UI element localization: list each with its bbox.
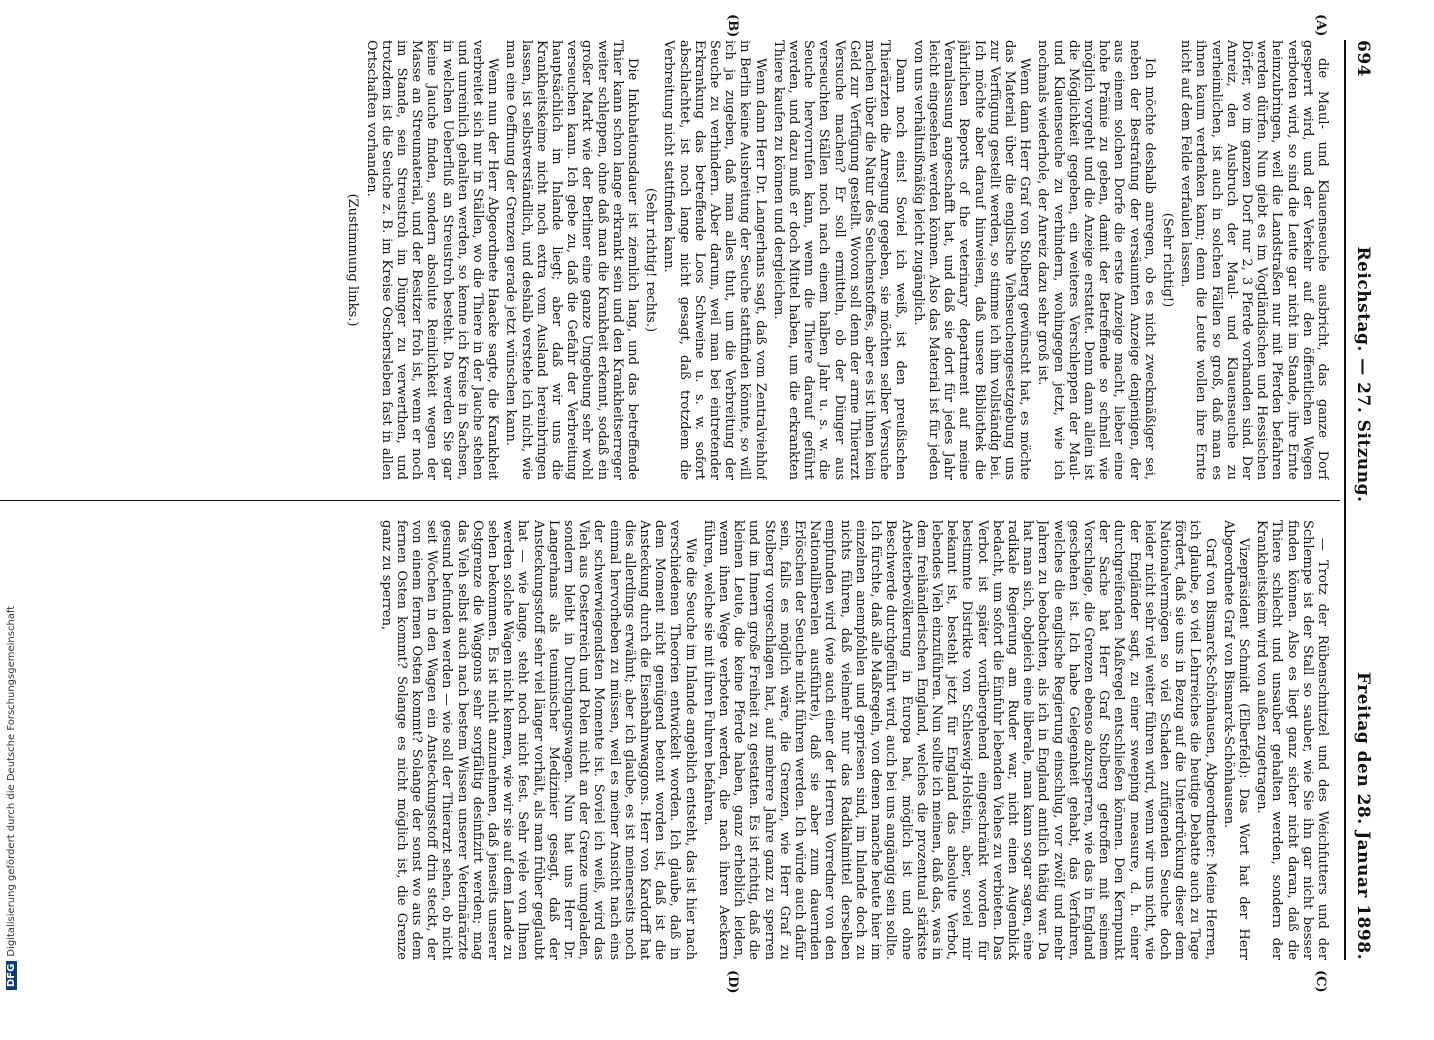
right-paragraph: Vizepräsident Schmidt (Elberfeld): Das Wort hat der Herr Abgeordnete Graf von Bismarck-Schönhausen. (1220, 520, 1251, 960)
left-paragraph: Wenn dann Herr Graf von Stolberg gewünscht hat, es möchte das Material über die englische Viehseuchengesetzgebung uns zur Verfügung gestellt werden, so stimme ich ihm vollständig bei. Ich möchte aber darauf hinweisen, daß unsere Bibliothek die jährlichen Reports of the veterinary department auf meine Veranlassung angeschafft hat, und daß sie dort für jedes Jahr leicht eingesehen werden können. Also das Material ist für jeden von uns verhältnißmäßig leicht zugänglich. (910, 40, 1033, 480)
left-paragraph: (Zustimmung links.) (345, 193, 361, 327)
left-paragraph: Wenn dann Herr Dr. Langerhans sagt, daß vom Zentralviehhof in Berlin keine Ausbreitung der Seuche stattfinden könnte, so will ich ja zugeben, daß man alles thut, um die Verbreitung der Seuche zu verhindern. Aber darum, weil man bei eintretender Erkrankung das betreffende Loos Schweine u. s. w. sofort abschlachtet, ist noch lange nicht gesagt, daß trotzdem die Verbreitung nicht stattfinden kann. (661, 40, 768, 480)
column-divider (0, 500, 1340, 501)
rotated-page (0, 14, 1380, 1040)
left-paragraph: Die Inkubationsdauer ist ziemlich lang, und das betreffende Thier kann schon lange erkrankt sein und den Krankheitserreger weiter schleppen, ohne daß man die Krankheit erkennt, sodaß ein großer Markt wie der Berliner eine ganze Umgebung sehr wohl verseuchen kann. Ich gebe zu, daß die Gefahr der Verbreitung hauptsächlich im Inlande liegt; aber daß wir uns die Krankheitskeime nicht noch extra vom Ausland hereinbringen lassen, ist selbstverständlich, und deshalb verstehe ich nicht, wie man eine Oeffnung der Grenzen gerade jetzt wünschen kann. (503, 40, 641, 480)
page-date: Freitag den 28. Januar 1898. (1353, 671, 1373, 960)
left-paragraph: (Sehr richtig!) (1159, 212, 1175, 308)
page-header (1346, 40, 1380, 960)
header-rule (1344, 40, 1346, 960)
left-paragraph: Dann noch eins! Soviel ich weiß, ist den preußischen Thierärzten die Anregung gegeben, sie möchten selber Versuche machen über die Natur des Seuchenstoffes, aber es ist ihnen kein Geld zur Verfügung gestellt. Wovon soll denn der arme Thierarzt Versuche machen? Er soll ermitteln, ob der Dünger aus verseuchten Ställen noch nach einem halben Jahr u. s. w. die Seuche hervorrufen kann, wenn die Thiere darauf geführt werden, und dazu muß er doch Mittel haben, um die erkrankten Thiere kaufen zu können und dergleichen. (770, 40, 908, 480)
page-title: Reichstag. — 27. Sitzung. (1353, 246, 1373, 503)
left-paragraph: Ich möchte deshalb anregen, ob es nicht zweckmäßiger sei, neben der Bestrafung der versäumten Anzeige denjenigen, der aus einem solchen Dorfe die erste Anzeige macht, lieber eine hohe Prämie zu geben, damit der Betreffende so schnell wie möglich vorgeht und die Anzeige erstattet. Denn dann allein ist die Möglichkeit gegeben, ein weiteres Verschleppen der Maul- und Klauenseuche zu verhindern, wohingegen jetzt, wie ich nochmals wiederhole, der Anreiz dazu sehr groß ist. (1035, 40, 1157, 480)
left-paragraph: (Sehr richtig! rechts.) (643, 187, 659, 333)
marker-b: (B) (725, 14, 740, 38)
right-paragraph: — Trotz der Rübenschnitzel und des Weichfutters und der Schlempe ist der Stall so sauber, wie Sie ihn gar nicht besser finden können. Also es liegt ganz sicher nicht daran, daß die Thiere schlecht und unsauber gehalten werden, sondern der Krankheitskeim wird von außen zugetragen. (1254, 520, 1330, 960)
marker-c: (C) (1313, 970, 1328, 993)
left-column (0, 40, 1330, 480)
right-paragraph: Wie die Seuche im Inlande angeblich entsteht, das ist hier nach verschiedenen Theorien entwickelt worden. Ich glaube, daß in dem Moment nicht genügend betont worden ist, daß ist die Ansteckung durch die Eisenbahnwaggons. Herr von Kardorff hat dies allerdings erwähnt; aber ich glaube, es ist meinerseits noch einmal hervorheben zu müssen, weil es meiner Ansicht nach eins der schwerwiegendsten Momente ist. Soviel ich weiß, wird das Vieh aus Oesterreich und Polen nicht an der Grenze umgeladen, sondern bleibt in Durchgangswagen. Nun hat uns Herr Dr. Langerhans als teuninischer Medizinier gesagt, daß der Ansteckungsstoff sehr viel länger vorhält, als man früher geglaubt hat — wie lange, steht noch nicht fest. Sehr viele von Ihnen werden solche Wagen nicht kennen, wie wir sie auf dem Lande zu sehen bekommen. Es ist nicht anzunehmen, daß jenseits unserer Ostgrenze die Waggons sehr sorgfältig desinfizirt werden; mag das Vieh selbst auch nach bestem Wissen unserer Veterinärärzte gesund befunden werden — wie soll der Thierarzt sehen, ob nicht seit Wochen in den Wagen ein Ansteckungsstoff drin steckt, der von einem fernen Osten kommt? Solange der sonst wo aus dem fernen Osten kommt? Solange es nicht möglich ist, die Grenze ganz zu sperren, (378, 520, 698, 960)
digitization-footer (6, 606, 17, 990)
marker-d: (D) (725, 970, 740, 994)
right-column (0, 520, 1330, 960)
marker-a: (A) (1313, 14, 1328, 37)
left-paragraph: Wenn nun der Herr Abgeordnete Haacke sagte, die Krankheit verbreitet sich nur in Ställen, wo die Thiere in der Jauche stehen und unreinlich gehalten werden, so kenne ich Kreise in Sachsen, in welchen Ueberfluß an Streustroh besteht. Da werden Sie gar keine Jauche finden, sondern absolute Reinlichkeit wegen der Masse an Streumaterial, und der Besitzer froh ist, wenn er noch im Stande, sein Streustroh im Dünger zu verwerthen, und trotzdem ist die Seuche z. B. im Kreise Oschersleben fast in allen Ortschaften vorhanden. (363, 40, 501, 480)
dfg-logo: DFG (6, 961, 17, 990)
right-paragraph: Graf von Bismarck-Schönhausen, Abgeordneter: Meine Herren, ich glaube, so viel Lehrreiches die heutige Debatte auch zu Tage fördert, daß sie uns in Bezug auf die Unterdrückung dieser dem Nationalvermögen so viel Schaden zufügenden Seuche doch leider nicht sehr viel weiter führen wird, wenn wir uns nicht, wie der Engländer sagt, zu einer sweeping measure, d. h. einer durchgreifenden Maßregel entschließen können. Den Kernpunkt der Sache hat Herr Graf Stolberg getroffen mit seinem Vorschlage, die Grenzen ebenso abzusperren, wie das in England geschehen ist. Ich habe Gelegenheit gehabt, das Verfahren, welches die englische Regierung einschlug, vor zwölf und mehr Jahren zu beobachten, als ich in England amtlich thätig war. Da hat man sich, obgleich eine liberale, man kann sogar sagen, eine radikale Regierung am Ruder war, nicht einen Augenblick bedacht, um sofort die Einfuhr lebenden Viehes zu verbieten. Das Verbot ist später vorübergehend eingeschränkt worden für bestimmte Distrikte von Schleswig-Holstein, aber, soviel mir bekannt ist, besteht jetzt für England das absolute Verbot, lebendes Vieh einzuführen. Nun sollte ich meinen, daß das, was in dem freihändlerischen England, welches die prozentual stärkste Arbeiterbevölkerung in Europa hat, möglich ist und ohne Beschwerde durchgeführt wird, auch bei uns angängig sein sollte. Ich fürchte, daß alle Maßregeln, von denen manche heute hier im einzelnen anempfohlen und gepriesen sind, im Inlande doch zu nichts führen, daß vielmehr nur das Radikalmittel derselben empfunden wird (wie auch einer der Herren Vorredner von den Nationalliberalen ausführte), daß sie aber zum dauernden Erlöschen der Seuche nicht führen werden. Ich würde auch dafür sein, falls es möglich wäre, die Grenzen, wie Herr Graf zu Stolberg vorgeschlagen hat, auf mehrere Jahre ganz zu sperren und im Innern große Freiheit zu gestatten. Es ist richtig, daß die kleinen Leute, die keine Pferde haben, ganz erheblich leiden, wenn ihnen Wege verboten werden, die nach ihren Aeckern führen, welche sie mit ihren Fuhren befahren. (700, 520, 1218, 960)
left-paragraph: die Maul- und Klauenseuche ausbricht, das ganze Dorf gesperrt wird, und der Verkehr auf den öffentlichen Wegen verboten wird, so sind die Leute gar nicht im Stande, ihre Ernte heimzubringen, weil die Landstraßen nur mit Pferden befahren werden dürfen. Nun giebt es im Vogtländischen und Hessischen Dörfer, wo im ganzen Dorf nur 2, 3 Pferde vorhanden sind. Der Anreiz, den Ausbruch der Maul- und Klauenseuche zu verheimlichen, ist auch in solchen Fällen so groß, daß man es ihnen kaum verdenken kann; denn die Leute wollen ihre Ernte nicht auf dem Felde verfaulen lassen. (1178, 40, 1330, 480)
footer-text: Digitalisierung gefördert durch die Deutsche Forschungsgemeinschaft (6, 605, 17, 957)
page-number: 694 (1353, 40, 1373, 77)
